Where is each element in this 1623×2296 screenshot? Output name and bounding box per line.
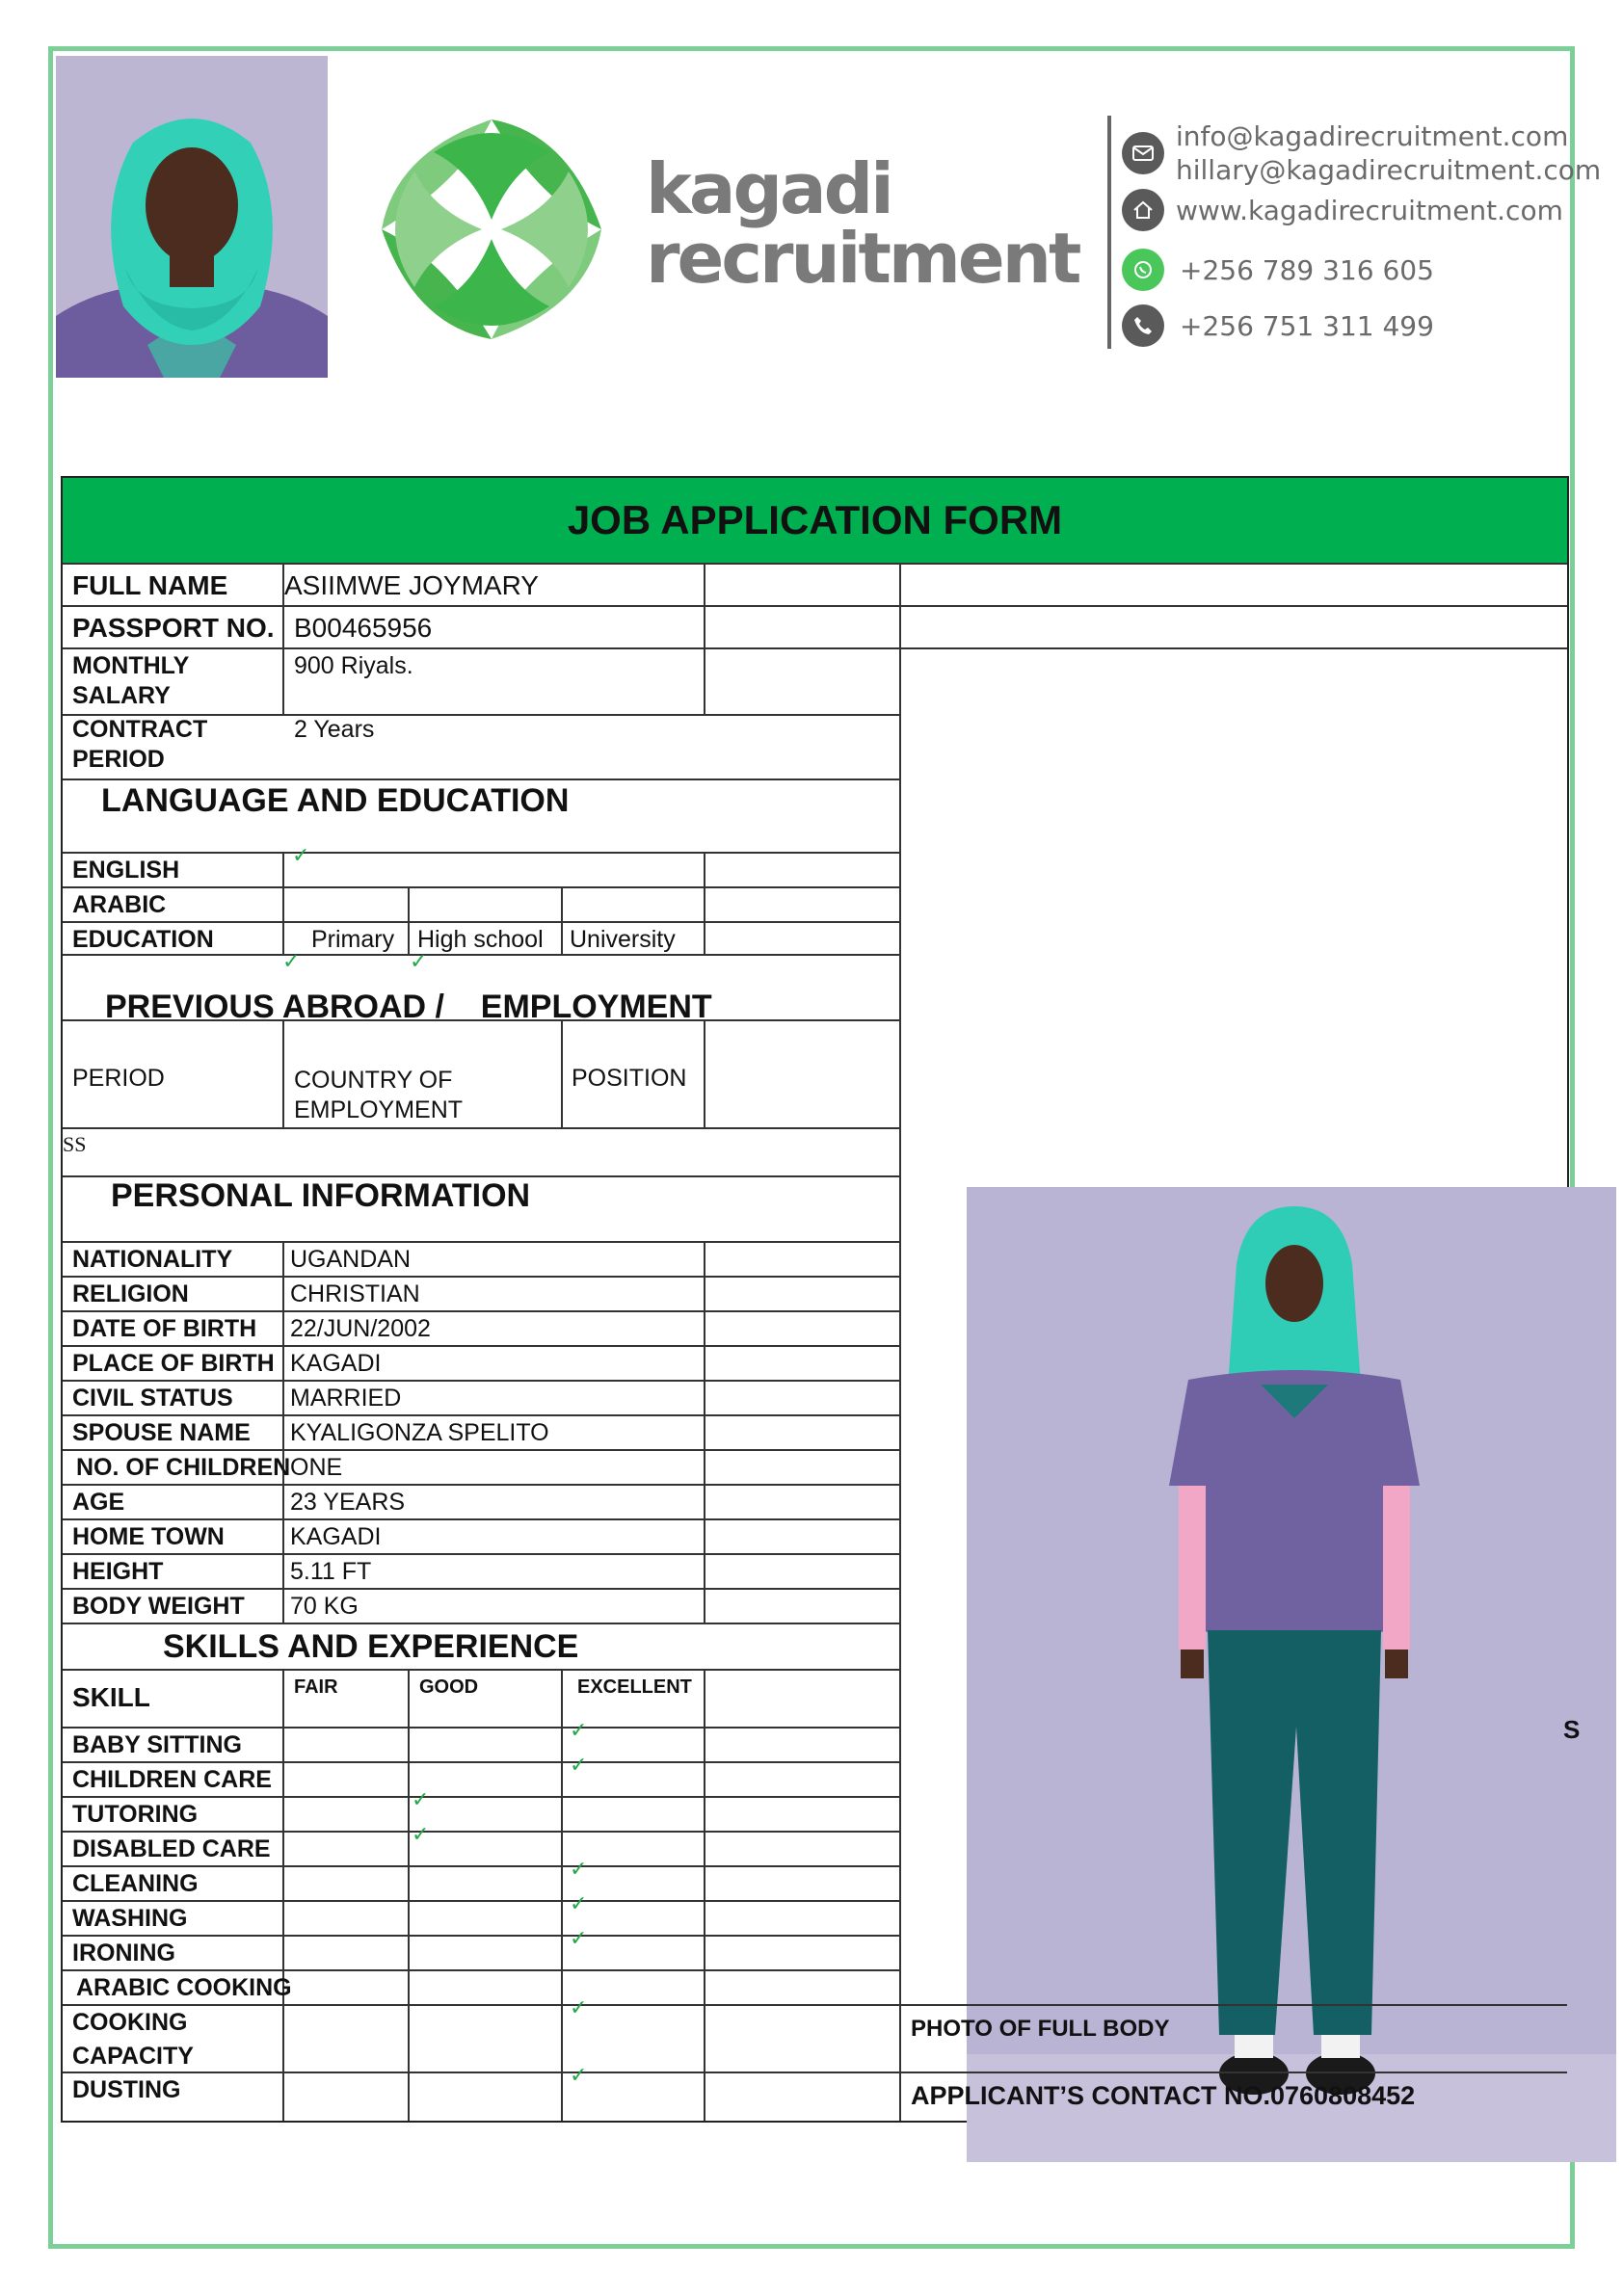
job-application-form (61, 476, 1581, 2123)
salary-value: 900 Riyals. (294, 652, 413, 679)
excellent-header: EXCELLENT (577, 1676, 692, 1698)
phone-icon (1122, 304, 1164, 347)
personal-value-9: 5.11 FT (290, 1558, 372, 1585)
skill-check-icon-3: ✓ (412, 1823, 430, 1847)
personal-label-10: BODY WEIGHT (72, 1593, 245, 1620)
whatsapp-icon (1122, 249, 1164, 291)
personal-value-7: 23 YEARS (290, 1489, 406, 1516)
country-header-2: EMPLOYMENT (294, 1096, 464, 1123)
personal-value-5: KYALIGONZA SPELITO (290, 1419, 549, 1446)
personal-label-9: HEIGHT (72, 1558, 164, 1585)
skill-header: SKILL (72, 1682, 150, 1712)
skill-label-4: CLEANING (72, 1870, 199, 1897)
form-title: JOB APPLICATION FORM (63, 478, 1567, 565)
skill-label-9: DUSTING (72, 2076, 181, 2103)
personal-label-7: AGE (72, 1489, 125, 1516)
personal-label-3: PLACE OF BIRTH (72, 1350, 275, 1377)
kagadi-logo-icon (376, 114, 607, 345)
personal-value-10: 70 KG (290, 1593, 359, 1620)
primary-check-icon: ✓ (282, 950, 301, 974)
personal-label-6: NO. OF CHILDREN (76, 1454, 291, 1481)
personal-label-8: HOME TOWN (72, 1523, 225, 1550)
position-header: POSITION (572, 1065, 687, 1092)
personal-label-5: SPOUSE NAME (72, 1419, 251, 1446)
whatsapp-number[interactable]: +256 789 316 605 (1180, 253, 1434, 286)
personal-label-4: CIVIL STATUS (72, 1385, 233, 1412)
kagadi-logo-text (646, 148, 1079, 299)
skill-label-8: COOKING (72, 2009, 188, 2036)
stray-right-text: S (1563, 1715, 1581, 1744)
high-school-check-icon: ✓ (410, 950, 428, 974)
skill-label-2: TUTORING (72, 1801, 199, 1828)
skill-check-icon-8: ✓ (570, 1996, 588, 2020)
skill-label-3: DISABLED CARE (72, 1835, 271, 1862)
contract-value: 2 Years (294, 716, 375, 743)
personal-value-2: 22/JUN/2002 (290, 1315, 431, 1342)
personal-value-4: MARRIED (290, 1385, 402, 1412)
salary-label-2: SALARY (72, 682, 171, 709)
logo-line-2: recruitment (646, 218, 1079, 299)
email-2[interactable]: hillary@kagadirecruitment.com (1176, 154, 1602, 186)
personal-info-heading: PERSONAL INFORMATION (111, 1177, 531, 1214)
personal-label-1: RELIGION (72, 1280, 189, 1307)
personal-value-3: KAGADI (290, 1350, 382, 1377)
contact-divider (1107, 116, 1111, 349)
skill-label-7: ARABIC COOKING (76, 1974, 292, 2001)
personal-value-8: KAGADI (290, 1523, 382, 1550)
skill-check-icon-6: ✓ (570, 1927, 588, 1951)
skill-check-icon-9: ✓ (570, 2064, 588, 2088)
website-link[interactable]: www.kagadirecruitment.com (1176, 194, 1563, 226)
contact-email (1122, 119, 1601, 187)
contract-label-2: PERIOD (72, 746, 165, 773)
skill-check-icon-5: ✓ (570, 1892, 588, 1916)
language-education-heading: LANGUAGE AND EDUCATION (101, 782, 570, 819)
english-check-icon: ✓ (292, 844, 310, 868)
passport-value: B00465956 (294, 613, 433, 643)
applicant-contact-label: APPLICANT’S CONTACT NO.0760808452 (911, 2081, 1416, 2110)
personal-label-0: NATIONALITY (72, 1246, 233, 1273)
skill-label-0: BABY SITTING (72, 1731, 242, 1758)
skill-check-icon-4: ✓ (570, 1858, 588, 1882)
english-label: ENGLISH (72, 857, 180, 884)
previous-employment-heading: PREVIOUS ABROAD / EMPLOYMENT (105, 989, 712, 1025)
skill-label-6: IRONING (72, 1940, 175, 1966)
country-header-1: COUNTRY OF (294, 1067, 453, 1094)
full-name-value: ASIIMWE JOYMARY (284, 570, 539, 600)
salary-label-1: MONTHLY (72, 652, 190, 679)
skill-label-5: WASHING (72, 1905, 188, 1932)
period-header: PERIOD (72, 1065, 165, 1092)
contact-whatsapp (1122, 249, 1434, 291)
personal-value-0: UGANDAN (290, 1246, 412, 1273)
applicant-headshot-photo (56, 56, 328, 378)
personal-value-6: ONE (290, 1454, 343, 1481)
skill-check-icon-2: ✓ (412, 1788, 430, 1812)
skill-check-icon-1: ✓ (570, 1754, 588, 1778)
personal-label-2: DATE OF BIRTH (72, 1315, 257, 1342)
logo-line-1: kagadi (646, 148, 891, 229)
university-label: University (570, 926, 676, 953)
full-name-label: FULL NAME (72, 570, 228, 600)
email-1[interactable]: info@kagadirecruitment.com (1176, 120, 1569, 152)
good-header: GOOD (419, 1676, 479, 1698)
fair-header: FAIR (294, 1676, 338, 1698)
phone-number[interactable]: +256 751 311 499 (1180, 309, 1434, 342)
stray-text: SS (63, 1132, 87, 1156)
photo-of-full-body-label: PHOTO OF FULL BODY (911, 2016, 1170, 2042)
contact-phone (1122, 304, 1434, 347)
skill-check-icon-0: ✓ (570, 1719, 588, 1743)
passport-label: PASSPORT NO. (72, 613, 275, 643)
high-school-label: High school (417, 926, 544, 953)
skill-label-1: CHILDREN CARE (72, 1766, 272, 1793)
skill-label2-8: CAPACITY (72, 2043, 194, 2070)
primary-label: Primary (311, 926, 395, 953)
education-label: EDUCATION (72, 926, 214, 953)
personal-value-1: CHRISTIAN (290, 1280, 420, 1307)
contract-label-1: CONTRACT (72, 716, 208, 743)
home-icon (1122, 189, 1164, 231)
arabic-label: ARABIC (72, 891, 167, 918)
skills-heading: SKILLS AND EXPERIENCE (163, 1628, 579, 1665)
envelope-icon (1122, 132, 1164, 174)
contact-website (1122, 189, 1563, 231)
